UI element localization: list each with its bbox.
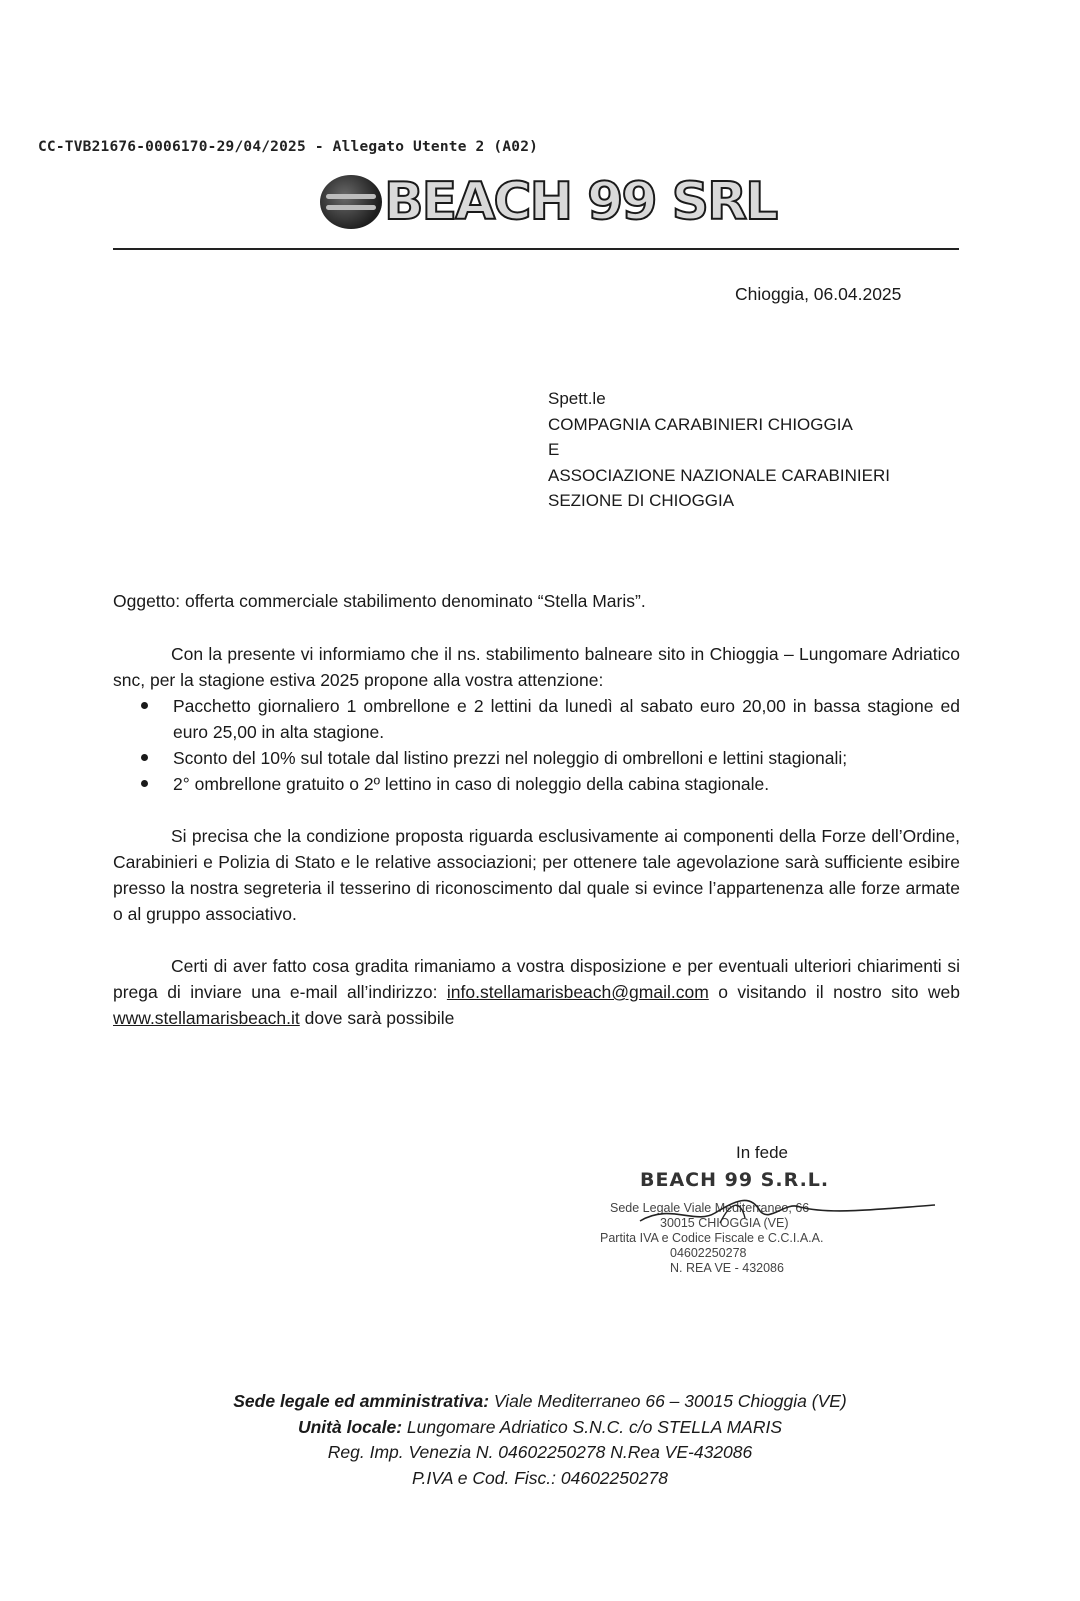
letter-subject: Oggetto: offerta commerciale stabilimento denominato “Stella Maris”. [113,591,646,611]
protocol-stamp: CC-TVB21676-0006170-29/04/2025 - Allegato Utente 2 (A02) [38,139,539,155]
stamp-line: Partita IVA e Codice Fiscale e C.C.I.A.A. [600,1231,824,1245]
conditions-paragraph [113,823,960,927]
stamp-line: 30015 CHIOGGIA (VE) [660,1216,789,1230]
offer-list [113,693,960,797]
letter-footer [0,1389,1080,1491]
email-link[interactable]: info.stellamarisbeach@gmail.com [446,982,709,1002]
stamp-company-name: BEACH 99 S.R.L. [640,1169,830,1191]
footer-sede-label: Sede legale ed amministrativa: [233,1391,490,1411]
company-stamp-signature [600,1143,940,1293]
list-item-text: Pacchetto giornaliero 1 ombrellone e 2 lettini da lunedì al sabato euro 20,00 in bassa stagione ed euro 25,00 in alta stagione. [173,696,960,742]
footer-piva: P.IVA e Cod. Fisc.: 04602250278 [412,1467,668,1488]
intro-text: Con la presente vi informiamo che il ns. stabilimento balneare sito in Chioggia – Lungomare Adriatico snc, per la stagione estiva 2025 propone alla vostra attenzione: [113,644,960,690]
recipient-line: SEZIONE DI CHIOGGIA [548,491,735,511]
closing-paragraph [113,953,960,1031]
handwritten-signature [600,1183,940,1243]
recipient-line: Spett.le [548,389,606,408]
list-item [113,693,960,745]
stamp-line: N. REA VE - 432086 [670,1261,784,1275]
recipient-line: E [548,440,560,460]
company-logo-text: BEACH 99 SRL [384,172,777,232]
bullet-icon [141,702,148,709]
closing-text: Certi di aver fatto cosa gradita rimaniamo a vostra disposizione e per eventuali ulteriori chiarimenti si prega di inviare una e-mail all’indirizzo: [113,956,960,1002]
stamp-line: Sede Legale Viale Mediterraneo, 66 [610,1201,810,1215]
intro-paragraph [113,641,960,693]
letter-body [113,641,960,1031]
bullet-icon [141,754,148,761]
footer-reg: Reg. Imp. Venezia N. 04602250278 N.Rea VE-432086 [327,1442,753,1462]
closing-salutation: In fede [736,1143,788,1162]
globe-logo-icon [320,175,382,229]
recipient-line: COMPAGNIA CARABINIERI CHIOGGIA [548,414,853,434]
website-link[interactable]: www.stellamarisbeach.it [113,1008,300,1028]
footer-unita-label: Unità locale: [297,1416,403,1437]
header-divider [113,248,959,250]
list-item-text: Sconto del 10% sul totale dal listino prezzi nel noleggio di ombrelloni e lettini stagionali; [173,748,848,768]
footer-sede-value: Viale Mediterraneo 66 – 30015 Chioggia (VE) [489,1391,847,1411]
footer-unita [0,1415,1080,1441]
list-item [113,771,960,797]
letter-date: Chioggia, 06.04.2025 [735,284,902,304]
list-item [113,745,960,771]
footer-sede [0,1389,1080,1415]
conditions-text: Si precisa che la condizione proposta riguarda esclusivamente ai componenti della Forze dell’Ordine, Carabinieri e Polizia di Stato e le relative associazioni; per ottenere tale agevolazione sarà sufficiente esibire presso la nostra segreteria il tesserino di riconoscimento dal quale si evince l’appartenenza alle forze armate o al gruppo associativo. [113,826,960,924]
stamp-line: 04602250278 [670,1246,747,1260]
list-item-text: 2° ombrellone gratuito o 2º lettino in caso di noleggio della cabina stagionale. [173,774,770,794]
recipient-block [548,386,890,514]
closing-text-end: dove sarà possibile [299,1008,455,1028]
closing-text-cont: o visitando il nostro sito web [708,982,960,1002]
bullet-icon [141,780,148,787]
footer-unita-value: Lungomare Adriatico S.N.C. c/o STELLA MARIS [402,1416,783,1437]
recipient-line: ASSOCIAZIONE NAZIONALE CARABINIERI [548,465,890,485]
company-logo [320,172,776,232]
